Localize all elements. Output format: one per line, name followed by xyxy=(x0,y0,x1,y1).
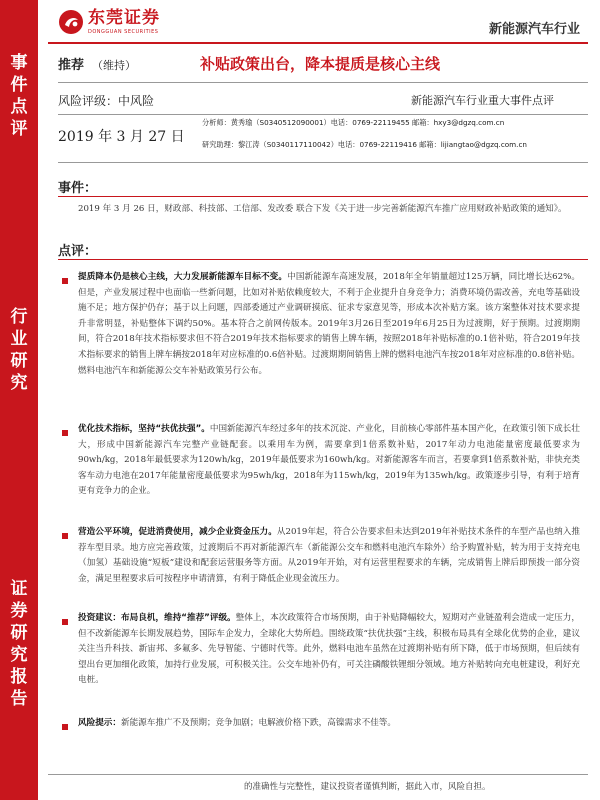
bullet-icon xyxy=(62,724,68,730)
side-label-char: 评 xyxy=(10,119,28,139)
rating-note: （维持） xyxy=(92,59,137,72)
risk-level: 风险评级：中风险 xyxy=(58,94,155,108)
side-label-char: 证 xyxy=(10,579,28,599)
company-logo xyxy=(58,8,160,36)
rating xyxy=(58,54,136,73)
side-label-industry-research xyxy=(0,306,38,394)
bullet-icon xyxy=(62,619,68,625)
report-subtitle: 新能源汽车行业重大事件点评 xyxy=(411,94,554,107)
meta-divider xyxy=(58,162,588,163)
comment-item-text: 中国新能源汽车经过多年的技术沉淀、产业化，目前核心零部件基本国产化，在政策引领下成长壮大，形成中国新能源汽车完整产业链配套。以乘用车为例，需要拿到1倍系数补贴，2017年动力电池能量密度最低要求为90wh/kg，2018年最低要求为120wh/kg，2019年最低要求为160wh/kg。对新能源客车而言，若要拿到1倍系数补贴，非快充类客车动力电池在2017年能量密度最低要求为95wh/kg，2018年为115wh/kg，2019年为135wh/kg。政策逐步引导，有利于培育更有竞争力的企业。 xyxy=(78,424,580,497)
comment-item-text: 从2019年起，符合公告要求但未达到2019年补贴技术条件的车型产品也纳入推荐车型目录。地方应完善政策，过渡期后不再对新能源汽车（新能源公交车和燃料电池汽车除外）给予购置补贴，转为用于支持充电（加氢）基础设施“短板”建设和配套运营服务等方面。从2019年开始，对有运营里程要求的车辆，完成销售上牌后即预拨一部分资金，满足里程要求后可按程序申请清算，有利于降低企业现金流压力。 xyxy=(78,527,580,584)
side-label-char: 研 xyxy=(10,623,28,643)
comment-item-lead: 优化技术指标，坚持“扶优扶强”。 xyxy=(78,424,210,434)
bullet-icon xyxy=(62,278,68,284)
event-text: 2019 年 3 月 26 日，财政部、科技部、工信部、发改委 联合下发《关于进一步完善新能源汽车推广应用财政补贴政策的通知》。 xyxy=(78,204,567,214)
report-title: 补贴政策出台，降本提质是核心主线 xyxy=(200,55,441,73)
comment-item xyxy=(78,422,580,500)
comment-item-lead: 营造公平环境，促进消费使用，减少企业资金压力。 xyxy=(78,527,277,537)
side-label-char: 研 xyxy=(10,351,28,371)
comment-item xyxy=(78,611,580,689)
side-label-report-type xyxy=(0,52,38,140)
section-divider xyxy=(58,259,588,260)
side-label-char: 事 xyxy=(10,53,28,73)
report-date: 2019 年 3 月 27 日 xyxy=(58,129,185,145)
research-assistant-info: 研究助理：黎江涛（S0340117110042）电话：0769-22119416 邮箱：lijiangtao@dgzq.com.cn xyxy=(202,140,527,149)
comment-item-lead: 投资建议：布局良机，维持“推荐”评级。 xyxy=(78,613,236,623)
footer-divider xyxy=(48,774,588,775)
side-label-char: 告 xyxy=(10,689,28,709)
side-label-char: 业 xyxy=(10,329,28,349)
side-label-char: 点 xyxy=(10,97,28,117)
side-label-char: 件 xyxy=(10,75,28,95)
side-label-char: 究 xyxy=(10,373,28,393)
side-label-char: 行 xyxy=(10,307,28,327)
side-label-char: 究 xyxy=(10,645,28,665)
section-divider xyxy=(58,196,588,197)
analyst-info: 分析师：黄秀瑜（S0340512090001）电话：0769-22119455 邮箱：hxy3@dgzq.com.cn xyxy=(202,118,505,127)
bullet-icon xyxy=(62,533,68,539)
bullet-icon xyxy=(62,430,68,436)
meta-divider xyxy=(58,82,588,83)
comment-item-text: 中国新能源车高速发展，2018年全年销量超过125万辆，同比增长达62%。但是，产业发展过程中也面临一些新问题，比如对补贴依赖度较大，不利于企业提升自身竞争力；消费环境仍需改善，充电等基础设施不足；地方保护仍存；基于以上问题，四部委通过产业调研摸底、征求专家意见等，形成本次补贴方案。该方案整体对技术要求提升非常明显，补贴整体下调约50%。基本符合之前网传版本。2019年3月26日至2019年6月25日为过渡期，好于预期。过渡期期间，符合2018年技术指标要求但不符合2019年技术指标要求的销售上牌车辆，按照2018年补贴标准的0.1倍补贴，符合2019年技术指标要求的销售上牌车辆按2018年对应标准的0.6倍补贴。过渡期期间销售上牌的燃料电池汽车按2018年对应标准的0.8倍补贴。燃料电池汽车和新能源公交车补贴政策另行公布。 xyxy=(78,272,580,376)
comment-item-text: 新能源车推广不及预期；竞争加剧；电解液价格下跌，高镍需求不佳等。 xyxy=(120,718,396,728)
logo-mark-icon xyxy=(58,9,84,35)
side-label-char: 券 xyxy=(10,601,28,621)
logo-english-name: DONGGUAN SECURITIES xyxy=(88,29,159,35)
side-label-char: 报 xyxy=(10,667,28,687)
comment-heading: 点评： xyxy=(58,244,98,259)
logo-name: 东莞证券 xyxy=(88,8,160,28)
comment-item-lead: 提质降本仍是核心主线，大力发展新能源车目标不变。 xyxy=(78,272,288,282)
industry-title: 新能源汽车行业 xyxy=(488,22,580,37)
comment-item-lead: 风险提示： xyxy=(78,718,121,728)
comment-item xyxy=(78,270,580,379)
side-label-securities-research xyxy=(0,578,38,710)
comment-item xyxy=(78,716,580,732)
footer-disclaimer: 的准确性与完整性，建议投资者谨慎判断，据此入市，风险自担。 xyxy=(244,782,491,792)
event-heading: 事件： xyxy=(58,181,98,196)
rating-value: 推荐 xyxy=(58,58,85,73)
meta-divider xyxy=(58,114,588,115)
comment-item-text: 整体上，本次政策符合市场预期，由于补贴降幅较大，短期对产业链盈利会造成一定压力，但不改新能源车长期发展趋势，国际车企发力，全球化大势所趋。围绕政策“扶优扶强”主线，积极布局具有全球化优势的企业，建议关注当升科技、新宙邦、多氟多、先导智能、宁德时代等。此外，燃料电池车虽然在过渡期补贴有所下降，低于市场预期，但后续有望出台更加细化政策，加持行业发展，可积极关注。公交车地补仍有，可关注磷酸铁锂细分领域。地方补贴转向充电桩建设，利好充电桩。 xyxy=(78,613,580,686)
header-divider xyxy=(48,42,588,44)
comment-item xyxy=(78,525,580,587)
